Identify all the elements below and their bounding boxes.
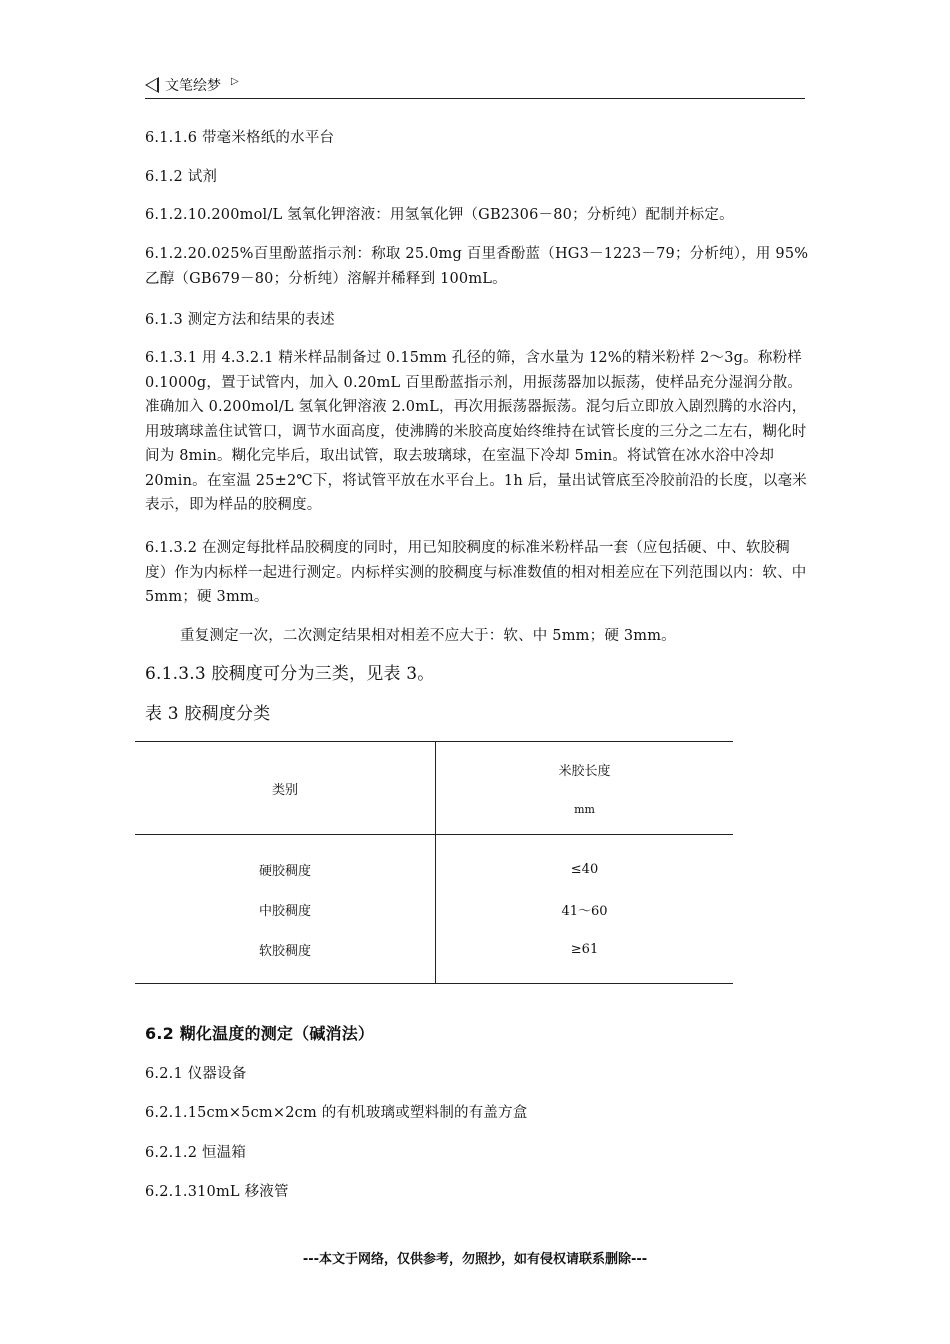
line-6-2-1: 6.2.1 仪器设备 [145,1066,247,1082]
line-6-1-3: 6.1.3 测定方法和结果的表述 [145,312,335,328]
section-6-2-heading: 6.2 糊化温度的测定（碱消法） [145,1024,375,1043]
cell-category: 软胶稠度 [135,929,436,984]
table-caption: 表 3 胶稠度分类 [145,704,271,724]
header-length-unit: mm [574,803,595,816]
page-header [145,74,805,99]
header-length [436,742,734,835]
cell-category: 中胶稠度 [135,889,436,929]
table-row [135,929,733,984]
page-footer: ---本文于网络，仅供参考，勿照抄，如有侵权请联系删除--- [302,1252,648,1267]
line-repeat: 重复测定一次，二次测定结果相对相差不应大于：软、中 5mm；硬 3mm。 [180,628,676,644]
line-6-1-2-2: 6.1.2.20.025%百里酚蓝指示剂：称取 25.0mg 百里香酚蓝（HG3－1223－79；分析纯），用 95%乙醇（GB679－80；分析纯）溶解并稀释到 100mL。 [145,246,809,287]
table-header-row [135,742,733,835]
header-category: 类别 [135,742,436,835]
line-6-1-3-1: 6.1.3.1 用 4.3.2.1 精米样品制备过 0.15mm 孔径的筛，含水量为 12%的精米粉样 2～3g。称粉样 0.1000g，置于试管内，加入 0.20mL 百里酚蓝指示剂，用振荡器加以振荡，使样品充分湿润分散。准确加入 0.200mol/L 氢氧化钾溶液 2.0mL，再次用振荡器振荡。混匀后立即放入剧烈腾的水浴内，用玻璃球盖住试管口，调节水面高度，使沸腾的米胶高度始终维持在试管长度的三分之二左右，糊化时间为 8min。糊化完毕后，取出试管，取去玻璃球，在室温下冷却 5min。将试管在冰水浴中冷却 20min。在室温 25±2℃下，将试管平放在水平台上。1h 后，量出试管底至冷胶前沿的长度，以毫米表示，即为样品的胶稠度。 [145,350,808,513]
line-6-1-2-1: 6.1.2.10.200mol/L 氢氧化钾溶液：用氢氧化钾（GB2306－80；分析纯）配制并标定。 [145,207,734,223]
table-row [135,835,733,890]
header-length-label: 米胶长度 [558,764,611,779]
table-3 [135,741,733,984]
right-triangle-icon: ▷ [231,76,239,87]
line-6-1-3-2: 6.1.3.2 在测定每批样品胶稠度的同时，用已知胶稠度的标准米粉样品一套（应包括硬、中、软胶稠度）作为内标样一起进行测定。内标样实测的胶稠度与标准数值的相对相差应在下列范围以内：软、中 5mm；硬 3mm。 [145,540,807,605]
left-triangle-icon [145,77,159,93]
cell-length: ≥61 [436,929,734,984]
line-6-1-3-3: 6.1.3.3 胶稠度可分为三类，见表 3。 [145,664,435,684]
line-6-2-1-1: 6.2.1.15cm×5cm×2cm 的有机玻璃或塑料制的有盖方盒 [145,1105,528,1121]
table-row [135,889,733,929]
line-6-2-1-3: 6.2.1.310mL 移液管 [145,1184,289,1200]
line-6-1-1-6: 6.1.1.6 带毫米格纸的水平台 [145,130,335,146]
cell-length: ≤40 [570,861,599,877]
line-6-1-2: 6.1.2 试剂 [145,169,218,185]
cell-length: 41～60 [561,903,608,919]
cell-category: 硬胶稠度 [135,835,436,890]
line-6-2-1-2: 6.2.1.2 恒温箱 [145,1145,247,1161]
header-title: 文笔绘梦 [165,78,221,94]
